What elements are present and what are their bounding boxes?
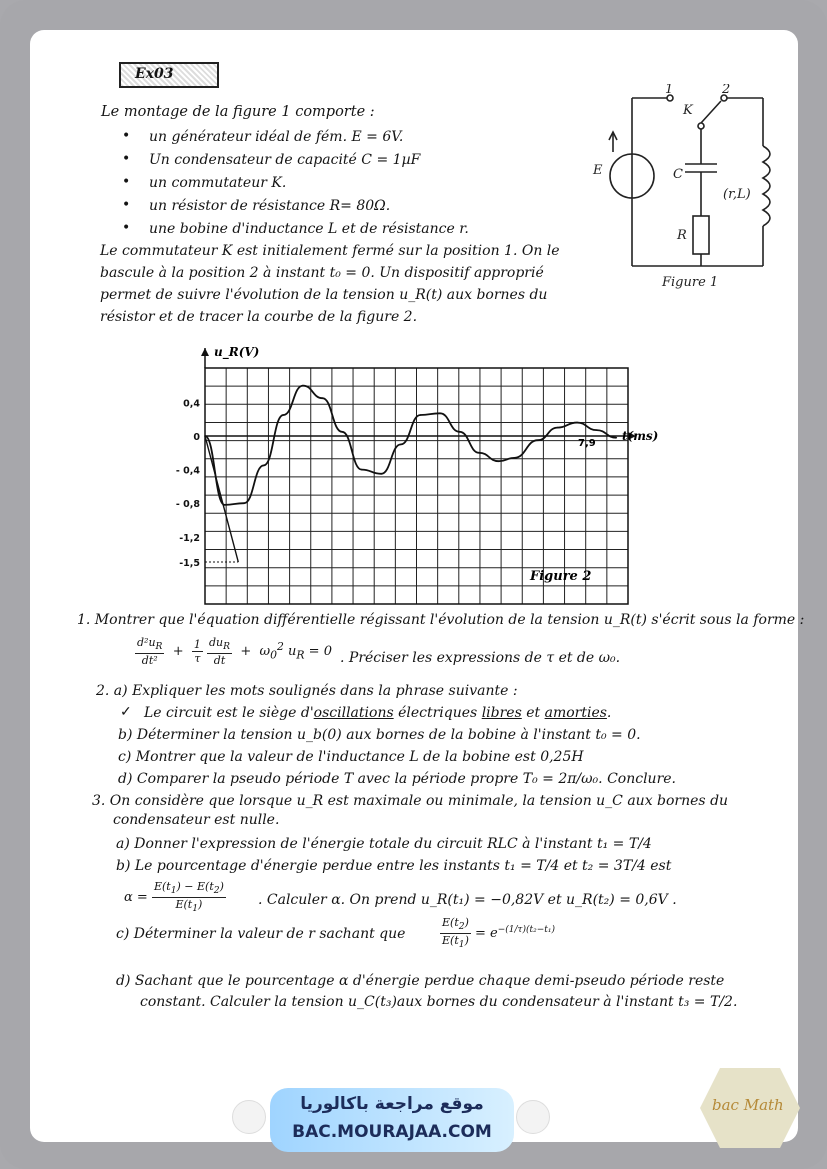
label-pos2: 2: [722, 84, 731, 97]
y-axis-label: u_R(V): [214, 345, 260, 359]
question-2d: d) Comparer la pseudo période T avec la période propre T₀ = 2π/ω₀. Conclure.: [118, 771, 676, 787]
footer-site-link[interactable]: BAC.MOURAJAA.COM: [292, 1122, 492, 1142]
site-logo-icon-right: [516, 1100, 550, 1134]
y-tick-label: 0,4: [183, 398, 200, 410]
series-point: [224, 504, 226, 506]
y-axis-arrowhead: [201, 348, 209, 356]
label-gen: E: [593, 163, 603, 178]
question-3c-equation: $\frac{E(t_2)}{E(t_1)}$ = $e^{-(1/\tau)(t_2-t_1)}$: [442, 916, 556, 951]
sentence-end: .: [606, 705, 612, 721]
question-3c: c) Déterminer la valeur de r sachant que: [116, 926, 406, 942]
paragraph-line-2: bascule à la position 2 à instant t₀ = 0. Un dispositif approprié: [100, 265, 544, 281]
label-pos1: 1: [665, 84, 674, 97]
question-3d-line-2: constant. Calculer la tension u_C(t₃)aux bornes du condensateur à l'instant t₃ = T/2.: [140, 994, 738, 1010]
series-u-r-line: [205, 386, 616, 505]
series-point: [576, 422, 578, 424]
circuit-figure-1: [585, 84, 790, 294]
underlined-oscillations: oscillations: [313, 705, 394, 721]
sentence-mid-1: électriques: [393, 705, 482, 721]
underlined-libres: libres: [481, 705, 522, 721]
y-tick-label: - 0,8: [175, 499, 200, 511]
series-point: [420, 414, 422, 416]
series-point: [514, 457, 516, 459]
bullet-dot: •: [122, 220, 131, 236]
checkmark-icon: ✓: [120, 704, 132, 720]
component-capacitor: Un condensateur de capacité C = 1µF: [149, 152, 421, 168]
y-tick-label: 0: [193, 432, 200, 443]
sentence-mid-2: et: [521, 705, 545, 721]
question-2a: 2. a) Expliquer les mots soulignés dans la phrase suivante :: [96, 683, 518, 699]
component-switch: un commutateur K.: [149, 175, 287, 191]
question-3b: b) Le pourcentage d'énergie perdue entre les instants t₁ = T/4 et t₂ = 3T/4 est: [116, 858, 672, 874]
question-1-text: 1. Montrer que l'équation différentielle régissant l'évolution de la tension u_R(t) s'écrit sous la forme :: [77, 612, 805, 628]
question-1-equation: $\frac{d^2u_R}{\text{dt²}}$ + $\frac{1}{\tau}$ $\frac{du_R}{dt}$ + $\omega_0^2$ $u_R = 0$: [137, 636, 332, 668]
question-3b-end: . Calculer α. On prend u_R(t₁) = −0,82V et u_R(t₂) = 0,6V .: [258, 892, 677, 908]
sentence-start: Le circuit est le siège d': [144, 705, 314, 721]
series-point: [400, 444, 402, 446]
component-coil: une bobine d'inductance L et de résistance r.: [149, 221, 469, 237]
series-point: [322, 397, 324, 399]
bacmath-logo-text: bac Math: [712, 1096, 784, 1114]
question-1-end: . Préciser les expressions de τ et de ω₀.: [340, 650, 621, 666]
question-2b: b) Déterminer la tension u_b(0) aux bornes de la bobine à l'instant t₀ = 0.: [118, 727, 641, 743]
series-point: [478, 452, 480, 454]
intro-text: Le montage de la figure 1 comporte :: [101, 104, 375, 120]
component-resistor: un résistor de résistance R= 80Ω.: [149, 198, 391, 214]
label-switch: K: [683, 103, 693, 118]
paragraph-line-3: permet de suivre l'évolution de la tension u_R(t) aux bornes du: [100, 287, 548, 303]
y-tick-label: -1,2: [179, 532, 200, 544]
series-point: [263, 465, 265, 467]
series-point: [302, 385, 304, 387]
exercise-title: Ex03: [135, 66, 174, 82]
question-3-line-2: condensateur est nulle.: [113, 812, 280, 828]
x-annotation: 7,9: [578, 438, 596, 449]
series-point: [380, 473, 382, 475]
bullet-dot: •: [122, 151, 131, 167]
series-point: [439, 413, 441, 415]
series-point: [557, 427, 559, 429]
paragraph-line-4: résistor et de tracer la courbe de la figure 2.: [100, 309, 418, 325]
label-cap: C: [673, 167, 683, 182]
series-point: [341, 431, 343, 433]
label-res: R: [677, 228, 687, 243]
series-point: [283, 414, 285, 416]
switch-blade: [701, 101, 721, 123]
bullet-dot: •: [122, 197, 131, 213]
question-2a-sentence: [144, 705, 611, 721]
site-logo-icon-left: [232, 1100, 266, 1134]
question-3d-line-1: d) Sachant que le pourcentage α d'énergie perdue chaque demi-pseudo période reste: [116, 973, 725, 989]
series-point: [596, 429, 598, 431]
exercise-title-box: [119, 62, 219, 88]
bullet-dot: •: [122, 174, 131, 190]
series-point: [204, 435, 206, 437]
label-coil: (r,L): [723, 187, 751, 202]
paragraph-line-1: Le commutateur K est initialement fermé sur la position 1. On le: [100, 243, 560, 259]
question-3-line-1: 3. On considère que lorsque u_R est maximale ou minimale, la tension u_C aux bornes du: [92, 793, 729, 809]
series-point: [537, 439, 539, 441]
y-tick-label: -1,5: [179, 558, 200, 569]
chart-figure-2: [170, 340, 670, 612]
underlined-amorties: amorties: [544, 705, 607, 721]
series-point: [243, 502, 245, 504]
figure1-caption: Figure 1: [662, 275, 719, 290]
bullet-dot: •: [122, 128, 131, 144]
chart-title: Figure 2: [530, 569, 592, 584]
component-generator: un générateur idéal de fém. E = 6V.: [149, 129, 404, 145]
series-point: [498, 460, 500, 462]
series-point: [459, 431, 461, 433]
question-3a: a) Donner l'expression de l'énergie totale du circuit RLC à l'instant t₁ = T/4: [116, 836, 652, 852]
resistor-symbol: [693, 216, 709, 254]
tangent-line: [205, 436, 238, 562]
question-3b-equation: α = $\frac{E(t_1) - E(t_2)}{E(t_1)}$: [124, 880, 224, 915]
switch-pivot: [698, 123, 704, 129]
footer-arabic-text: موقع مراجعة باكالوريا: [300, 1094, 484, 1114]
coil-symbol: [763, 146, 770, 226]
question-2c: c) Montrer que la valeur de l'inductance L de la bobine est 0,25H: [118, 749, 584, 765]
x-axis-label: t(ms): [622, 429, 659, 443]
series-point: [361, 469, 363, 471]
y-tick-label: - 0,4: [175, 465, 200, 477]
series-point: [615, 437, 617, 439]
